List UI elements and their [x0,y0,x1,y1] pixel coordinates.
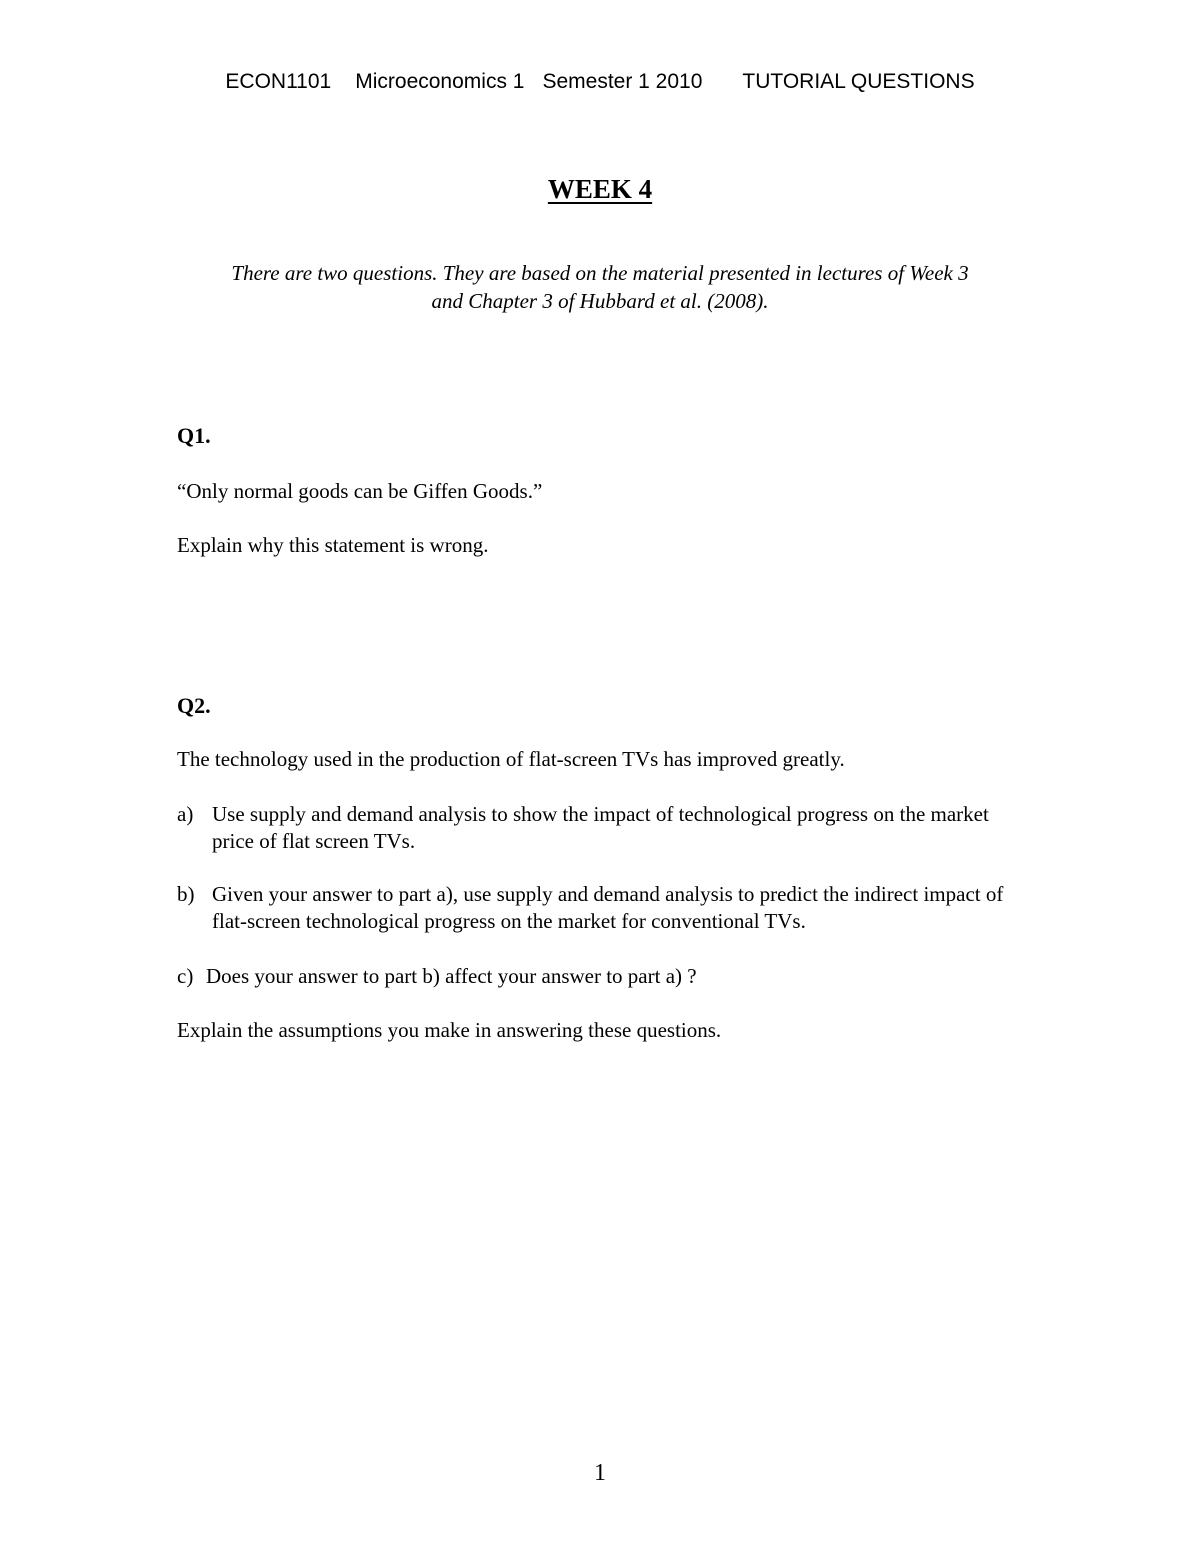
page-header [0,70,1200,94]
q2-part-b [177,881,1007,935]
q2-part-a [177,801,1017,855]
q2-part-c-text: Does your answer to part b) affect your answer to part a) ? [206,964,697,988]
q2-label: Q2. [177,693,211,718]
q2-part-c [177,963,1037,990]
q1-label: Q1. [177,423,211,448]
intro-line-1: There are two questions. They are based on the material presented in lectures of Week 3 [231,261,969,285]
q2-closing: Explain the assumptions you make in answering these questions. [177,1018,722,1042]
q1-instruction: Explain why this statement is wrong. [177,533,489,557]
intro-line-2: and Chapter 3 of Hubbard et al. (2008). [431,289,769,313]
page-number: 1 [594,1460,606,1486]
intro-text [160,259,1040,315]
document-type: TUTORIAL QUESTIONS [742,70,975,93]
course-semester: Semester 1 2010 [542,70,703,93]
q2-part-a-marker: a) [177,802,194,826]
q2-part-b-marker: b) [177,882,195,906]
q2-part-c-marker: c) [177,964,194,988]
q1-quote: “Only normal goods can be Giffen Goods.” [177,479,543,503]
q2-intro: The technology used in the production of flat-screen TVs has improved greatly. [177,747,845,771]
course-subject: Microeconomics 1 [355,70,525,93]
q2-part-b-text: Given your answer to part a), use supply and demand analysis to predict the indirect impact of flat-screen technological progress on the market for conventional TVs. [212,882,1004,933]
course-code: ECON1101 [225,70,332,93]
q2-part-a-text: Use supply and demand analysis to show the impact of technological progress on the market price of flat screen TVs. [212,802,989,853]
page-title: WEEK 4 [547,174,653,204]
